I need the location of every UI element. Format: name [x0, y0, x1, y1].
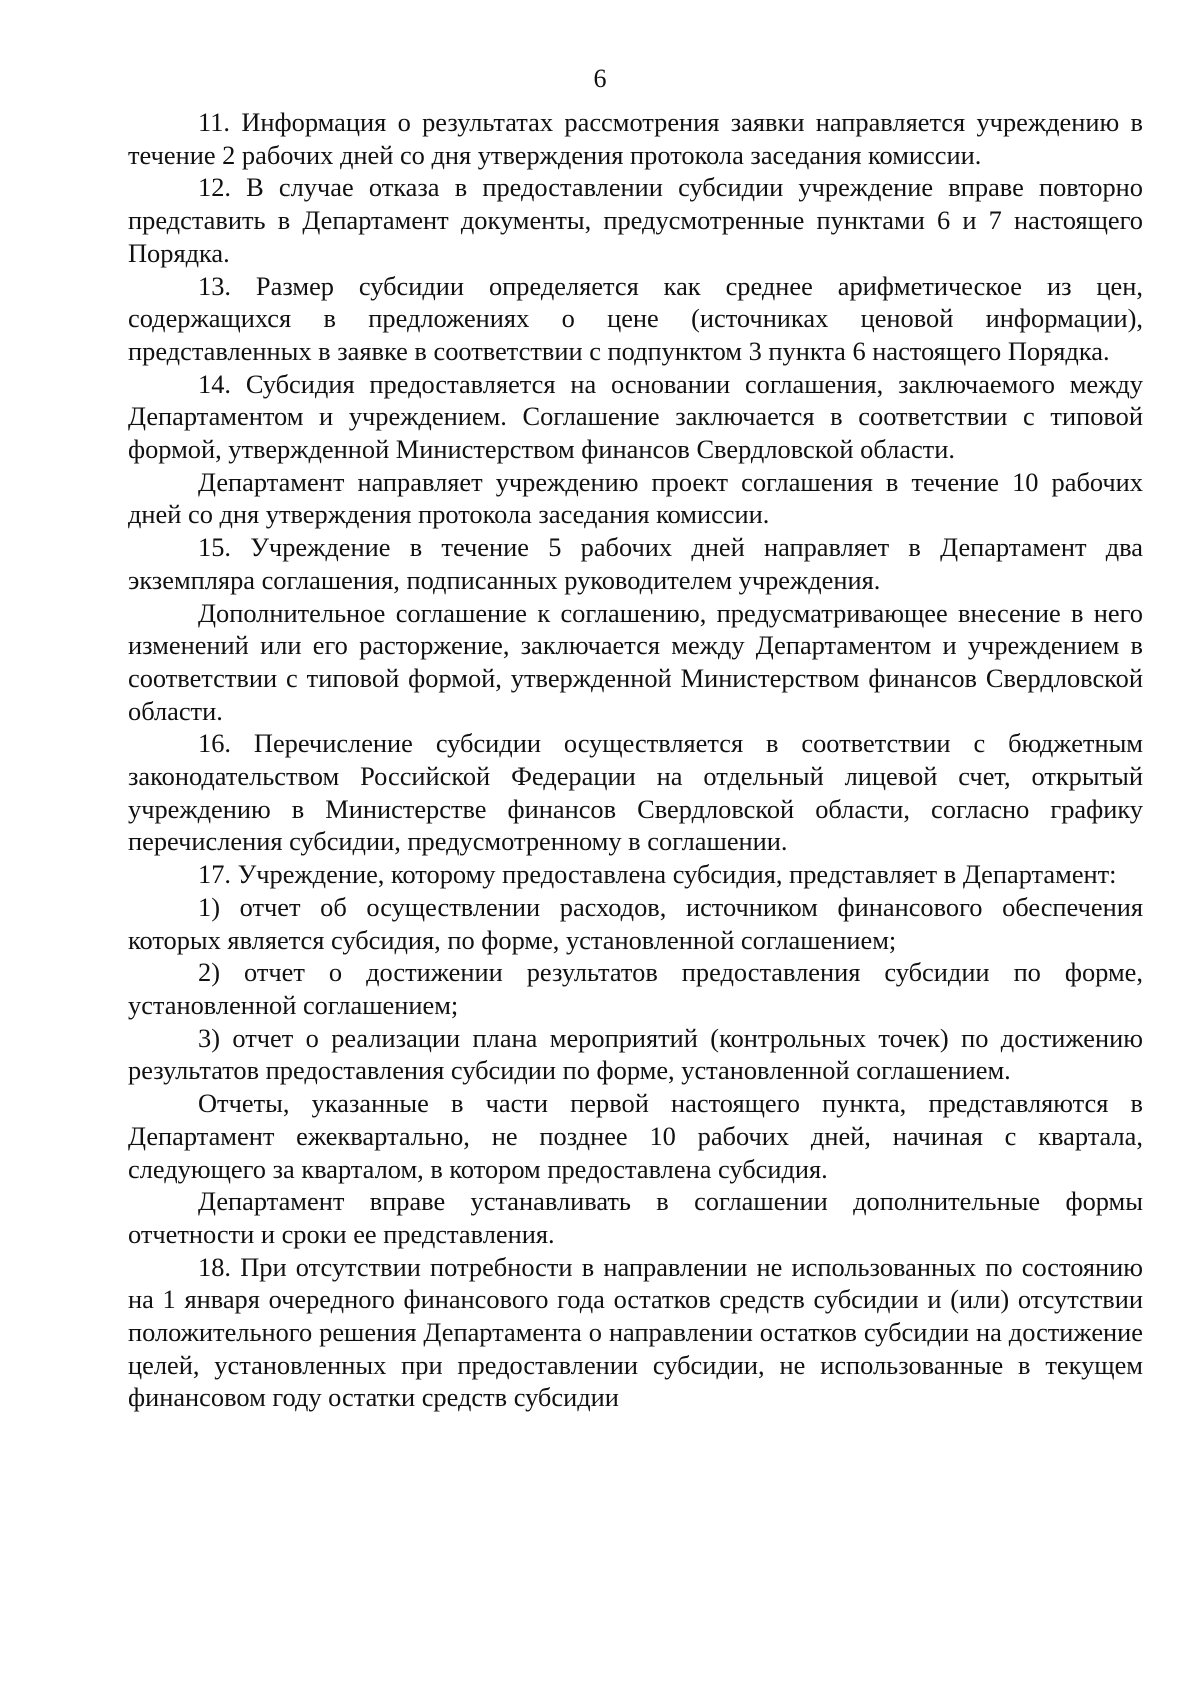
- paragraph-12: 12. В случае отказа в предоставлении субсидии учреждение вправе повторно представить в Департамент документы, предусмотренные пунктами 6 и 7 настоящего Порядка.: [128, 172, 1143, 268]
- list-item-3: 3) отчет о реализации плана мероприятий (контрольных точек) по достижению результатов предоставления субсидии по форме, установленной соглашением.: [128, 1022, 1143, 1086]
- paragraph-18: 18. При отсутствии потребности в направлении не использованных по состоянию на 1 января очередного финансового года остатков средств субсидии и (или) отсутствии положительного решения Департамента о направлении остатков субсидии на достижение целей, установленных при предоставлении субсидии, не использованные в текущем финансовом году остатки средств субсидии: [128, 1251, 1143, 1413]
- paragraph-14: 14. Субсидия предоставляется на основании соглашения, заключаемого между Департаментом и учреждением. Соглашение заключается в соответствии с типовой формой, утвержденной Министерством финансов Свердловской области.: [128, 368, 1143, 465]
- paragraph-16: 16. Перечисление субсидии осуществляется в соответствии с бюджетным законодательством Российской Федерации на отдельный лицевой счет, открытый учреждению в Министерстве финансов Свердловской области, согласно графику перечисления субсидии, предусмотренному в соглашении.: [128, 728, 1143, 857]
- paragraph-15-supplementary-agreement: Дополнительное соглашение к соглашению, предусматривающее внесение в него изменений или его расторжение, заключается между Департаментом и учреждением в соответствии с типовой формой, утвержденной Министерством финансов Свердловской области.: [128, 597, 1143, 726]
- list-item-2: 2) отчет о достижении результатов предоставления субсидии по форме, установленной соглашением;: [128, 957, 1143, 1020]
- paragraph-14-draft-agreement: Департамент направляет учреждению проект соглашения в течение 10 рабочих дней со дня утверждения протокола заседания комиссии.: [128, 466, 1143, 530]
- paragraph-15: 15. Учреждение в течение 5 рабочих дней направляет в Департамент два экземпляра соглашения, подписанных руководителем учреждения.: [128, 532, 1143, 595]
- paragraph-17-additional-forms: Департамент вправе устанавливать в соглашении дополнительные формы отчетности и сроки ее представления.: [128, 1186, 1143, 1249]
- paragraph-17: 17. Учреждение, которому предоставлена субсидия, представляет в Департамент:: [198, 859, 1117, 890]
- paragraph-17-reports-deadline: Отчеты, указанные в части первой настоящего пункта, представляются в Департамент ежеквартально, не позднее 10 рабочих дней, начиная с квартала, следующего за кварталом, в котором предоставлена субсидия.: [128, 1088, 1143, 1184]
- paragraph-13: 13. Размер субсидии определяется как среднее арифметическое из цен, содержащихся в предложениях о цене (источниках ценовой информации), представленных в заявке в соответствии с подпунктом 3 пункта 6 настоящего Порядка.: [128, 270, 1143, 366]
- paragraph-11: 11. Информация о результатах рассмотрения заявки направляется учреждению в течение 2 рабочих дней со дня утверждения протокола заседания комиссии.: [128, 107, 1143, 170]
- document-body: [128, 106, 1143, 1414]
- list-item-1: 1) отчет об осуществлении расходов, источником финансового обеспечения которых является субсидия, по форме, установленной соглашением;: [128, 891, 1143, 955]
- page-number: 6: [593, 64, 607, 93]
